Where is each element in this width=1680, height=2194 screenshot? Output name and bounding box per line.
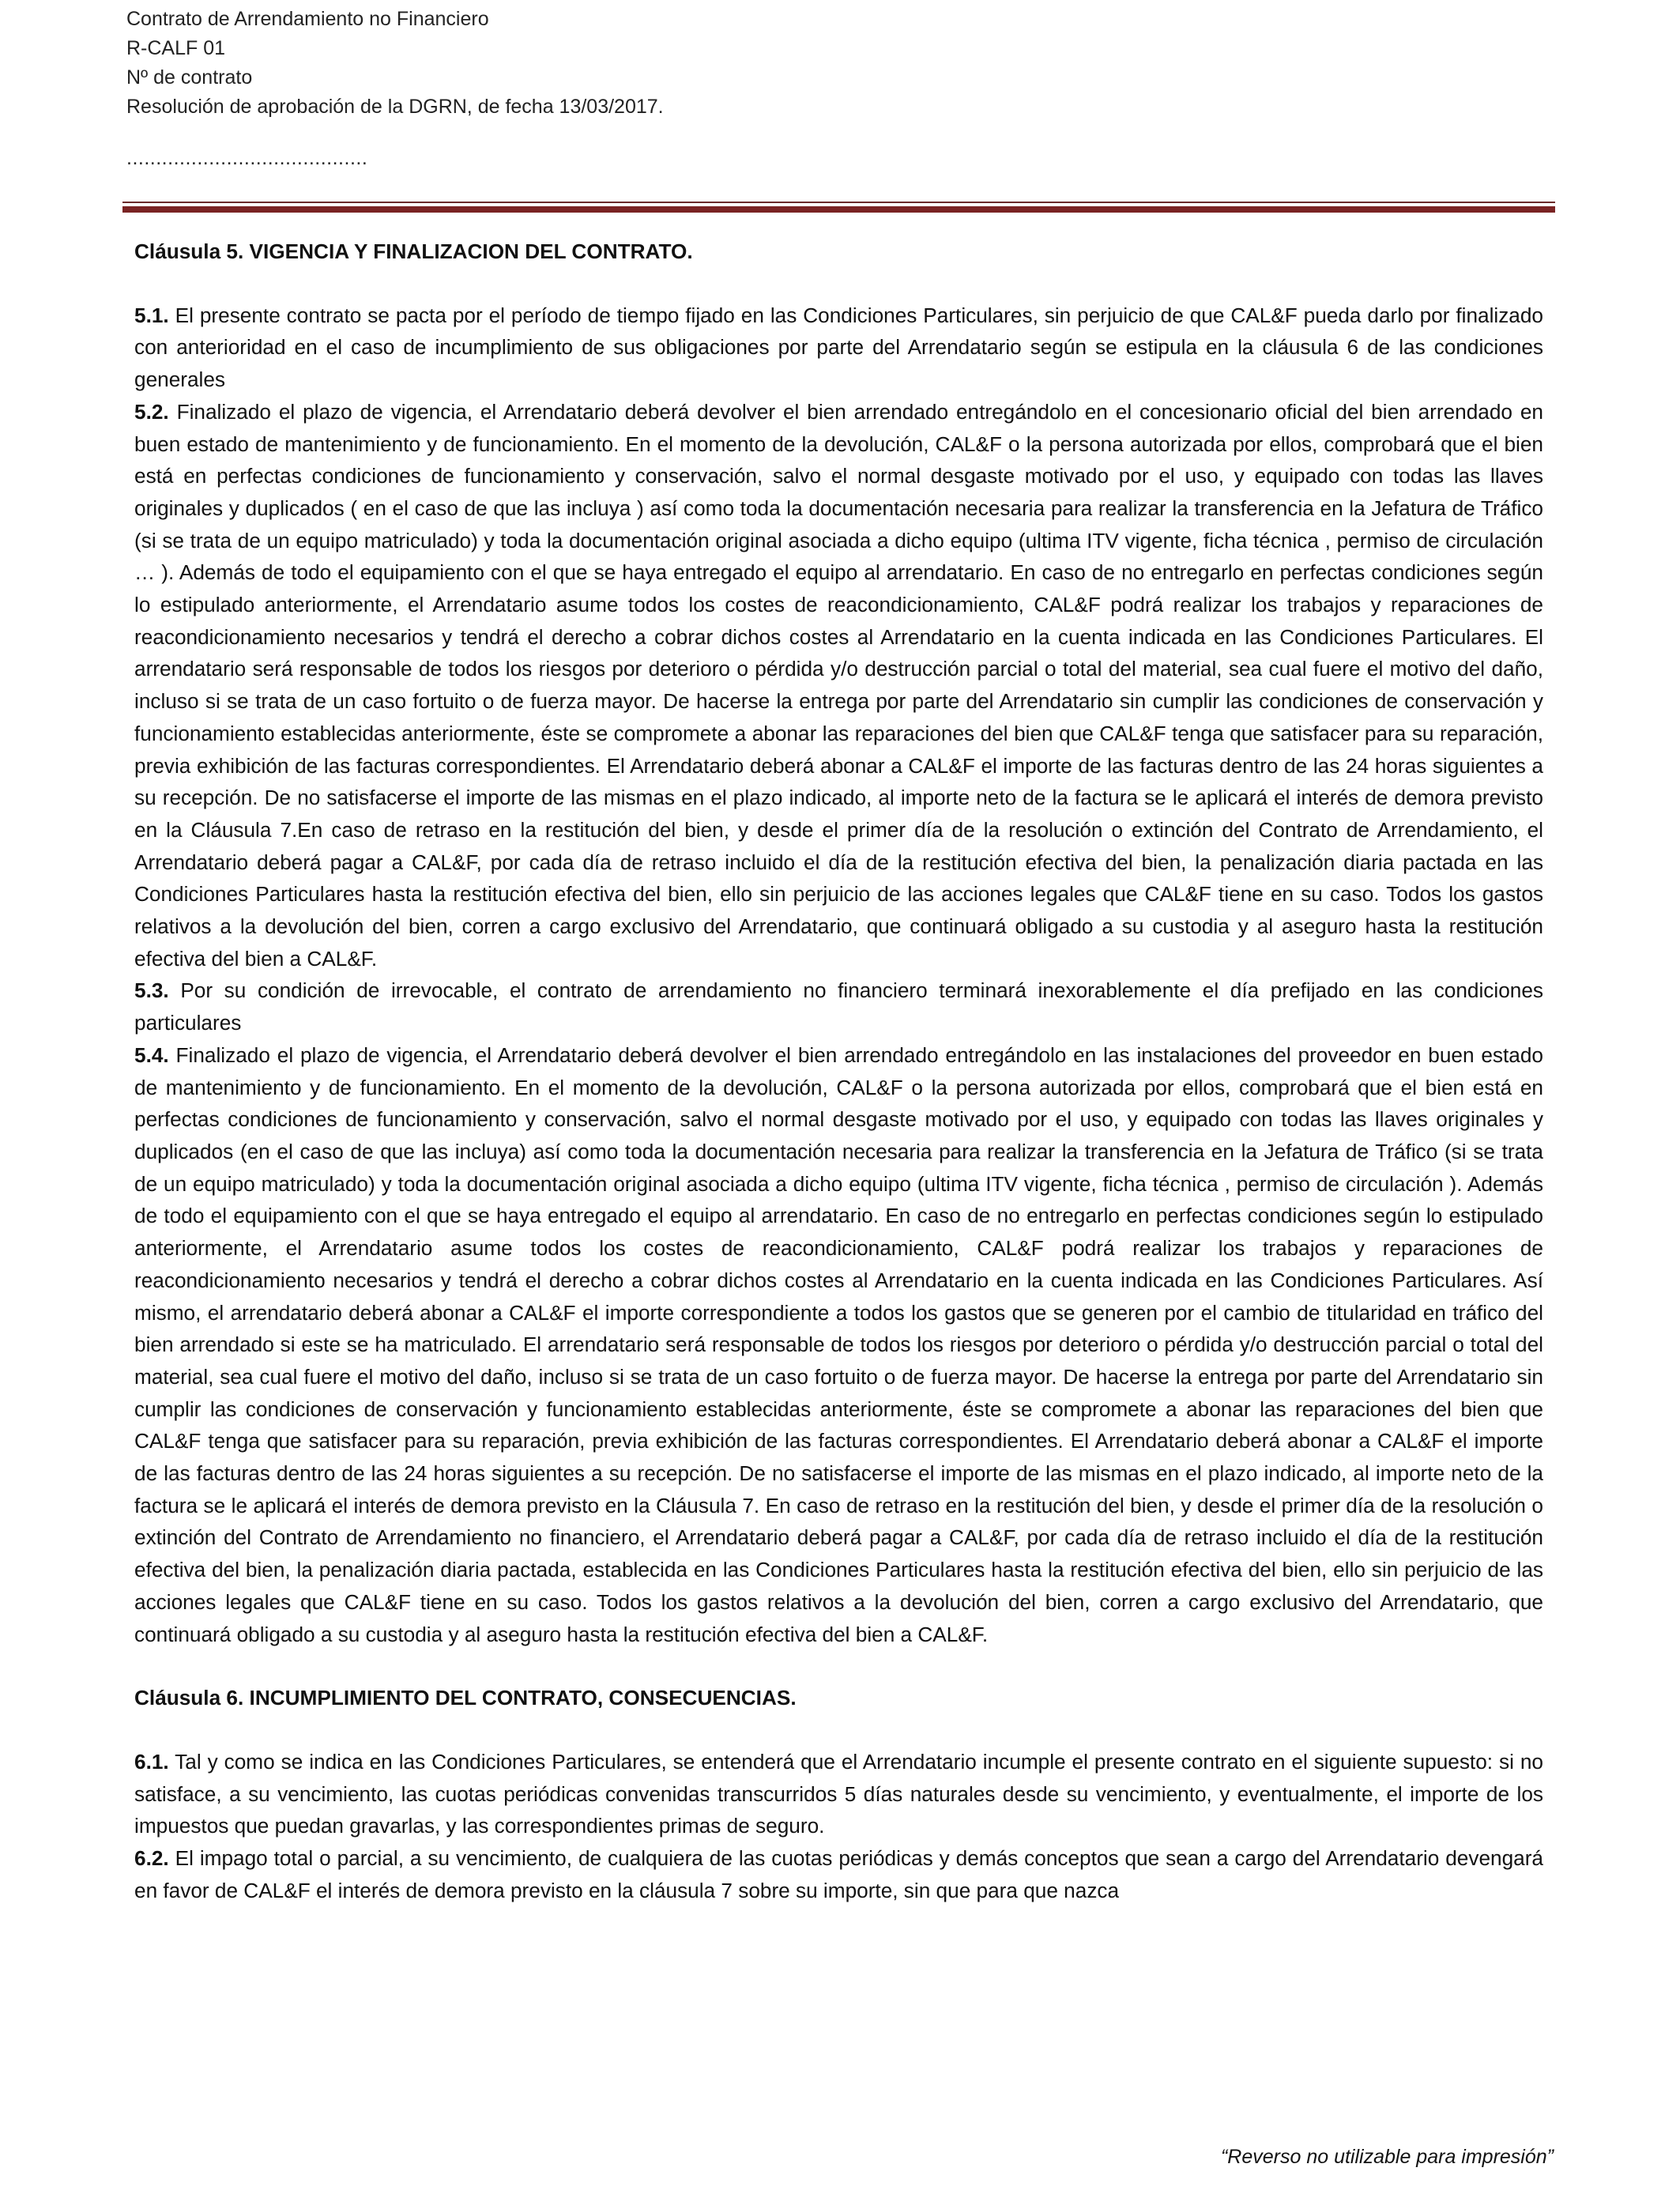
clause-number: 6.2. [134, 1846, 169, 1871]
clause-number: 5.2. [134, 399, 169, 424]
document-body [134, 236, 1543, 1906]
clause-5-heading: Cláusula 5. VIGENCIA Y FINALIZACION DEL CONTRATO. [134, 239, 693, 263]
clause-number: 6.1. [134, 1749, 169, 1774]
clause-number: 5.3. [134, 978, 169, 1003]
header-contract-number: Nº de contrato [126, 66, 253, 89]
clause-5-1-paragraph [134, 300, 1543, 396]
clause-number: 5.4. [134, 1042, 169, 1067]
header-divider-thick [122, 206, 1555, 213]
clause-number: 5.1. [134, 303, 169, 327]
clause-text: Tal y como se indica en las Condiciones Particulares, se entenderá que el Arrendatario incumple el presente contrato en el siguiente supuesto: si no satisface, a su vencimiento, las cuotas periódicas convenidas transcurridos 5 días naturales desde su vencimiento, y eventualmente, el importe de los impuestos que puedan gravarlas, y las correspondientes primas de seguro. [134, 1749, 1543, 1838]
footer-note: “Reverso no utilizable para impresión” [1220, 2146, 1554, 2168]
clause-text: Finalizado el plazo de vigencia, el Arrendatario deberá devolver el bien arrendado entregándolo en las instalaciones del proveedor en buen estado de mantenimiento y de funcionamiento. En el momento de la devolución, CAL&F o la persona autorizada por ellos, comprobará que el bien está en perfectas condiciones de funcionamiento y conservación, salvo el normal desgaste motivado por el uso, y equipado con todas las llaves originales y duplicados (en el caso de que las incluya) así como toda la documentación necesaria para realizar la transferencia en la Jefatura de Tráfico (si se trata de un equipo matriculado) y toda la documentación original asociada a dicho equipo (ultima ITV vigente, ficha técnica , permiso de circulación ). Además de todo el equipamiento con el que se haya entregado el equipo al arrendatario. En caso de no entregarlo en perfectas condiciones según lo estipulado anteriormente, el Arrendatario asume todos los costes de reacondicionamiento, CAL&F podrá realizar los trabajos y reparaciones de reacondicionamiento necesarios y tendrá el derecho a cobrar dichos costes al Arrendatario en la cuenta indicada en las Condiciones Particulares. Así mismo, el arrendatario deberá abonar a CAL&F el importe correspondiente a todos los gastos que se generen por el cambio de titularidad en tráfico del bien arrendado si este se ha matriculado. El arrendatario será responsable de todos los riesgos por deterioro o pérdida y/o destrucción parcial o total del material, sea cual fuere el motivo del daño, incluso si se trata de un caso fortuito o de fuerza mayor. De hacerse la entrega por parte del Arrendatario sin cumplir las condiciones de conservación y funcionamiento establecidas anteriormente, éste se compromete a abonar las reparaciones del bien que CAL&F tenga que satisfacer para su reparación, previa exhibición de las facturas correspondientes. El Arrendatario deberá abonar a CAL&F el importe de las facturas dentro de las 24 horas siguientes a su recepción. De no satisfacerse el importe de las mismas en el plazo indicado, al importe neto de la factura se le aplicará el interés de demora previsto en la Cláusula 7. En caso de retraso en la restitución del bien, y desde el primer día de la resolución o extinción del Contrato de Arrendamiento no financiero, el Arrendatario deberá pagar a CAL&F, por cada día de retraso incluido el día de la restitución efectiva del bien, la penalización diaria pactada, establecida en las Condiciones Particulares hasta la restitución efectiva del bien, ello sin perjuicio de las acciones legales que CAL&F tiene en su caso. Todos los gastos relativos a la devolución del bien, corren a cargo exclusivo del Arrendatario, que continuará obligado a su custodia y al aseguro hasta la restitución efectiva del bien a CAL&F. [134, 1042, 1543, 1646]
clause-6-1-paragraph [134, 1746, 1543, 1842]
clause-text: Finalizado el plazo de vigencia, el Arrendatario deberá devolver el bien arrendado entregándolo en el concesionario oficial del bien arrendado en buen estado de mantenimiento y de funcionamiento. En el momento de la devolución, CAL&F o la persona autorizada por ellos, comprobará que el bien está en perfectas condiciones de funcionamiento y conservación, salvo el normal desgaste motivado por el uso, y equipado con todas las llaves originales y duplicados ( en el caso de que las incluya ) así como toda la documentación necesaria para realizar la transferencia en la Jefatura de Tráfico (si se trata de un equipo matriculado) y toda la documentación original asociada a dicho equipo (ultima ITV vigente, ficha técnica , permiso de circulación … ). Además de todo el equipamiento con el que se haya entregado el equipo al arrendatario. En caso de no entregarlo en perfectas condiciones según lo estipulado anteriormente, el Arrendatario asume todos los costes de reacondicionamiento, CAL&F podrá realizar los trabajos y reparaciones de reacondicionamiento necesarios y tendrá el derecho a cobrar dichos costes al Arrendatario en la cuenta indicada en las Condiciones Particulares. El arrendatario será responsable de todos los riesgos por deterioro o pérdida y/o destrucción parcial o total del material, sea cual fuere el motivo del daño, incluso si se trata de un caso fortuito o de fuerza mayor. De hacerse la entrega por parte del Arrendatario sin cumplir las condiciones de conservación y funcionamiento establecidas anteriormente, éste se compromete a abonar las reparaciones del bien que CAL&F tenga que satisfacer para su reparación, previa exhibición de las facturas correspondientes. El Arrendatario deberá abonar a CAL&F el importe de las facturas dentro de las 24 horas siguientes a su recepción. De no satisfacerse el importe de las mismas en el plazo indicado, al importe neto de la factura se le aplicará el interés de demora previsto en la Cláusula 7.En caso de retraso en la restitución del bien, y desde el primer día de la resolución o extinción del Contrato de Arrendamiento, el Arrendatario deberá pagar a CAL&F, por cada día de retraso incluido el día de la restitución efectiva del bien, la penalización diaria pactada en las Condiciones Particulares hasta la restitución efectiva del bien, ello sin perjuicio de las acciones legales que CAL&F tiene en su caso. Todos los gastos relativos a la devolución del bien, corren a cargo exclusivo del Arrendatario, que continuará obligado a su custodia y al aseguro hasta la restitución efectiva del bien a CAL&F. [134, 399, 1543, 971]
clause-text: Por su condición de irrevocable, el contrato de arrendamiento no financiero terminará inexorablemente el día prefijado en las condiciones particulares [134, 978, 1543, 1035]
header-resolution: Resolución de aprobación de la DGRN, de fecha 13/03/2017. [126, 96, 664, 118]
header-divider-thin [122, 202, 1555, 203]
clause-text: El presente contrato se pacta por el período de tiempo fijado en las Condiciones Particulares, sin perjuicio de que CAL&F pueda darlo por finalizado con anterioridad en el caso de incumplimiento de sus obligaciones por parte del Arrendatario según se estipula en la cláusula 6 de las condiciones generales [134, 303, 1543, 392]
header-reference: R-CALF 01 [126, 37, 226, 59]
clause-5-2-paragraph [134, 396, 1543, 975]
clause-5-4-paragraph [134, 1039, 1543, 1650]
clause-6-2-paragraph [134, 1842, 1543, 1906]
document-header [126, 5, 1470, 122]
clause-text: El impago total o parcial, a su vencimiento, de cualquiera de las cuotas periódicas y demás conceptos que sean a cargo del Arrendatario devengará en favor de CAL&F el interés de demora previsto en la cláusula 7 sobre su importe, sin que para que nazca [134, 1846, 1543, 1902]
header-dotted-line: ......................................... [126, 147, 368, 169]
clause-5-3-paragraph [134, 974, 1543, 1039]
header-contract-type: Contrato de Arrendamiento no Financiero [126, 8, 489, 30]
clause-6-heading: Cláusula 6. INCUMPLIMIENTO DEL CONTRATO, CONSECUENCIAS. [134, 1686, 797, 1710]
